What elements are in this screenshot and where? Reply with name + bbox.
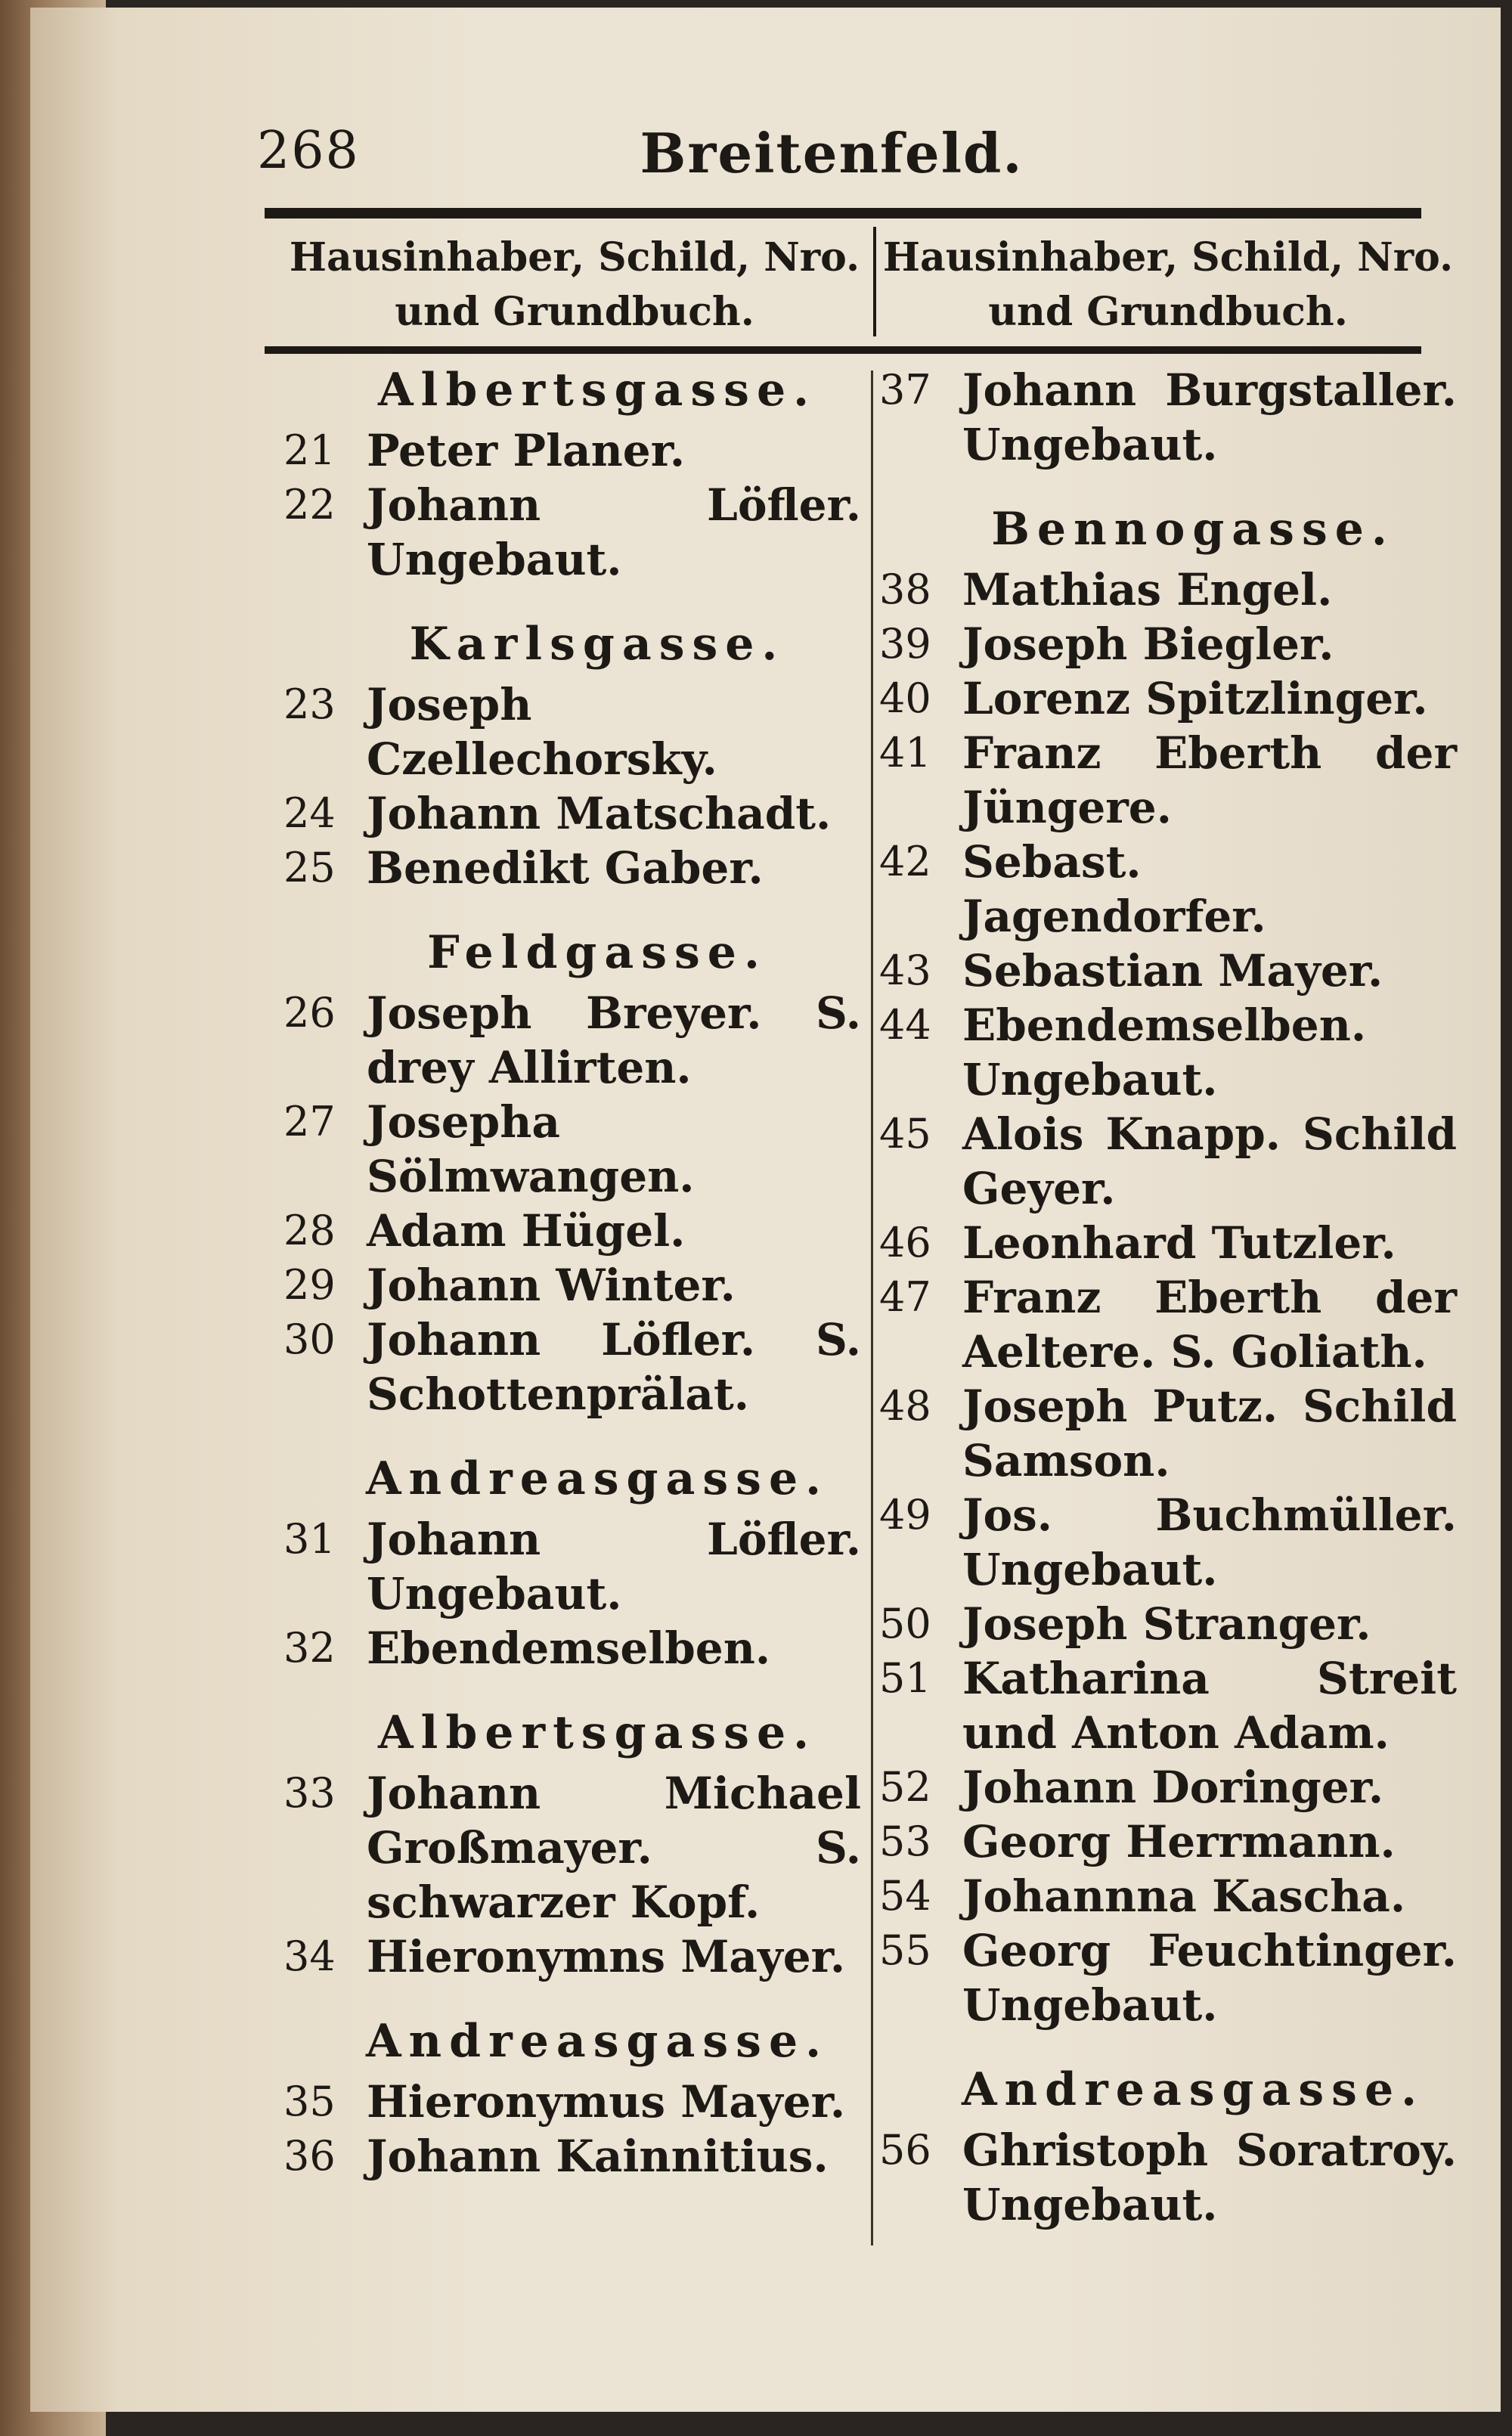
house-number: 30	[284, 1316, 336, 1363]
house-entry	[284, 2129, 866, 2183]
house-entry	[284, 2075, 866, 2129]
owner-name: Georg Feuchtinger. Ungebaut.	[962, 1925, 1457, 2031]
street-heading: Albertsgasse.	[377, 1706, 817, 1759]
house-number: 45	[879, 1110, 931, 1158]
owner-name: Johann Doringer.	[962, 1762, 1384, 1813]
house-entry	[284, 1258, 866, 1313]
house-number: 40	[879, 674, 931, 722]
house-entry	[284, 986, 866, 1095]
house-entry	[284, 1313, 866, 1421]
house-number: 49	[879, 1491, 931, 1539]
heading-column-separator	[873, 227, 876, 336]
house-number: 38	[879, 566, 931, 613]
body-column-separator	[871, 370, 873, 2245]
owner-name: Adam Hügel.	[367, 1205, 686, 1257]
left-column	[284, 363, 866, 2183]
house-entry	[879, 835, 1461, 944]
right-column	[879, 363, 1461, 2232]
street-heading: Andreasgasse.	[365, 2015, 829, 2068]
owner-name: Benedikt Gaber.	[367, 842, 764, 894]
house-number: 26	[284, 989, 336, 1037]
house-entry	[284, 423, 866, 478]
house-entry	[879, 671, 1461, 726]
house-entry	[284, 1766, 866, 1929]
house-number: 54	[879, 1872, 931, 1920]
street-heading: Feldgasse.	[427, 926, 767, 979]
owner-name: Sebast. Jagendorfer.	[962, 836, 1266, 942]
house-number: 29	[284, 1261, 336, 1309]
house-number: 43	[879, 947, 931, 994]
house-number: 23	[284, 680, 336, 728]
house-number: 25	[284, 844, 336, 891]
house-entry	[879, 1597, 1461, 1651]
owner-name: Ghristoph Soratroy. Ungebaut.	[962, 2125, 1457, 2230]
street-heading: Andreasgasse.	[961, 2063, 1425, 2116]
top-rule	[265, 208, 1421, 218]
street-heading: Albertsgasse.	[377, 364, 817, 417]
house-number: 39	[879, 620, 931, 668]
column-heading-right: Hausinhaber, Schild, Nro. und Grundbuch.	[882, 234, 1454, 335]
house-entry	[879, 563, 1461, 617]
house-entry	[284, 677, 866, 786]
owner-name: Josepha Sölmwangen.	[367, 1096, 695, 1202]
owner-name: Hieronymus Mayer.	[367, 2076, 846, 2128]
house-entry	[879, 1107, 1461, 1216]
owner-name: Joseph Stranger.	[962, 1598, 1371, 1650]
owner-name: Johann Winter.	[367, 1260, 736, 1311]
house-number: 31	[284, 1515, 336, 1563]
owner-name: Jos. Buchmüller. Ungebaut.	[962, 1489, 1457, 1595]
owner-name: Georg Herrmann.	[962, 1816, 1396, 1867]
owner-name: Johann Burgstaller. Ungebaut.	[962, 364, 1457, 470]
column-heading-left: Hausinhaber, Schild, Nro. und Grundbuch.	[289, 234, 860, 335]
house-entry	[879, 1869, 1461, 1923]
owner-name: Joseph Czellechorsky.	[367, 679, 717, 785]
house-number: 27	[284, 1098, 336, 1145]
house-number: 22	[284, 481, 336, 528]
house-entry	[284, 1621, 866, 1675]
owner-name: Sebastian Mayer.	[962, 945, 1383, 996]
house-number: 37	[879, 366, 931, 414]
house-number: 52	[879, 1763, 931, 1811]
house-number: 48	[879, 1382, 931, 1430]
house-entry	[879, 1216, 1461, 1270]
house-number: 42	[879, 838, 931, 885]
house-entry	[284, 1929, 866, 1984]
owner-name: Ebendemselben.	[367, 1622, 771, 1674]
owner-name: Joseph Putz. Schild Samson.	[962, 1381, 1457, 1486]
house-number: 44	[879, 1001, 931, 1049]
owner-name: Johannna Kascha.	[962, 1870, 1406, 1922]
owner-name: Mathias Engel.	[962, 564, 1333, 615]
house-number: 55	[879, 1926, 931, 1974]
house-number: 21	[284, 426, 336, 474]
house-number: 50	[879, 1600, 931, 1647]
owner-name: Johann Kainnitius.	[367, 2131, 829, 2182]
book-page	[30, 8, 1501, 2412]
house-number: 28	[284, 1207, 336, 1254]
house-entry	[284, 1512, 866, 1621]
owner-name: Ebendemselben. Ungebaut.	[962, 1000, 1367, 1105]
owner-name: Alois Knapp. Schild Geyer.	[962, 1108, 1457, 1214]
house-entry	[879, 617, 1461, 671]
house-entry	[879, 1760, 1461, 1815]
house-number: 46	[879, 1219, 931, 1266]
owner-name: Joseph Breyer. S. drey Allirten.	[367, 987, 861, 1093]
owner-name: Franz Eberth der Aeltere. S. Goliath.	[962, 1272, 1457, 1378]
owner-name: Hieronymns Mayer.	[367, 1931, 846, 1982]
house-entry	[879, 1651, 1461, 1760]
house-number: 24	[284, 789, 336, 837]
house-entry	[284, 841, 866, 895]
house-entry	[879, 1815, 1461, 1869]
house-entry	[879, 998, 1461, 1107]
owner-name: Johann Löfler. S. Schottenprälat.	[367, 1314, 861, 1420]
house-entry	[284, 478, 866, 587]
house-number: 33	[284, 1769, 336, 1817]
owner-name: Johann Matschadt.	[367, 788, 832, 839]
house-number: 36	[284, 2132, 336, 2180]
house-number: 32	[284, 1624, 336, 1672]
house-number: 51	[879, 1654, 931, 1702]
street-heading: Bennogasse.	[991, 503, 1395, 556]
owner-name: Katharina Streit und Anton Adam.	[962, 1653, 1457, 1759]
house-entry	[879, 1270, 1461, 1379]
house-number: 53	[879, 1818, 931, 1865]
house-entry	[879, 1923, 1461, 2032]
house-entry	[879, 1379, 1461, 1488]
house-entry	[879, 1488, 1461, 1597]
house-entry	[284, 1204, 866, 1258]
house-entry	[284, 1095, 866, 1204]
owner-name: Johann Löfler. Ungebaut.	[367, 1514, 861, 1619]
house-number: 56	[879, 2126, 931, 2174]
running-title: Breitenfeld.	[640, 121, 1024, 185]
house-number: 47	[879, 1273, 931, 1321]
owner-name: Joseph Biegler.	[962, 618, 1334, 670]
owner-name: Leonhard Tutzler.	[962, 1217, 1396, 1269]
heading-bottom-rule	[265, 346, 1421, 354]
street-heading: Karlsgasse.	[409, 618, 785, 671]
house-number: 34	[284, 1932, 336, 1980]
owner-name: Johann Michael Großmayer. S. schwarzer Kopf.	[367, 1768, 861, 1928]
house-number: 41	[879, 729, 931, 776]
owner-name: Peter Planer.	[367, 425, 686, 476]
owner-name: Lorenz Spitzlinger.	[962, 673, 1428, 724]
street-heading: Andreasgasse.	[365, 1452, 829, 1505]
page-number: 268	[257, 121, 360, 181]
house-entry	[879, 2123, 1461, 2232]
house-entry	[879, 726, 1461, 835]
house-entry	[284, 786, 866, 841]
owner-name: Franz Eberth der Jüngere.	[962, 727, 1457, 833]
house-entry	[879, 363, 1461, 472]
owner-name: Johann Löfler. Ungebaut.	[367, 479, 861, 585]
house-entry	[879, 944, 1461, 998]
house-number: 35	[284, 2078, 336, 2125]
